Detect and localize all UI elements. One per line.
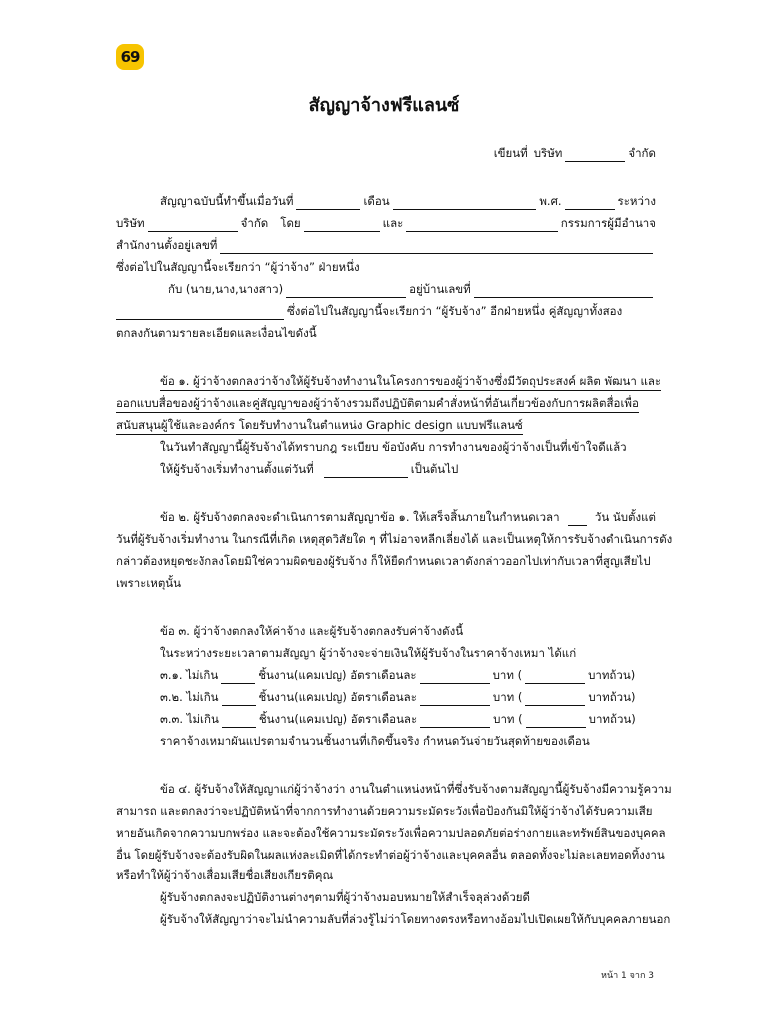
clause4-line-6: ผู้รับจ้างตกลงจะปฏิบัติงานต่างๆตามที่ผู้ว่าจ้างมอบหมายให้สำเร็จลุล่วงด้วยดี	[160, 890, 530, 904]
item2-quantity-blank[interactable]	[222, 692, 256, 706]
clause2-line-1: ข้อ ๒. ผู้รับจ้างตกลงจะดำเนินการตามสัญญาข้อ ๑. ให้เสร็จสิ้นภายในกำหนดเวลา วัน นับตั้งแต่	[160, 510, 656, 524]
clause3-item-2: ๓.๒. ไม่เกิน ชิ้นงาน(แคมเปญ) อัตราเดือนละ บาท ( บาทถ้วน)	[160, 690, 636, 704]
page-number: หน้า 1 จาก 3	[601, 971, 654, 981]
parties-line-4: ซึ่งต่อไปในสัญญานี้จะเรียกว่า “ผู้ว่าจ้าง” ฝ่ายหนึ่ง	[116, 260, 360, 274]
contractor-address-2-blank[interactable]	[116, 306, 284, 320]
item1-amount-text-blank[interactable]	[525, 670, 585, 684]
contractor-name-blank[interactable]	[286, 284, 406, 298]
document-title: สัญญาจ้างฟรีแลนซ์	[308, 95, 460, 116]
item1-amount-blank[interactable]	[420, 670, 490, 684]
month-blank[interactable]	[393, 196, 537, 210]
item2-amount-text-blank[interactable]	[525, 692, 585, 706]
clause4-line-7: ผู้รับจ้างให้สัญญาว่าจะไม่นำความลับที่ล่วงรู้ไม่ว่าโดยทางตรงหรือทางอ้อมไปเปิดเผยให้กับบุคคลภายนอก	[160, 912, 671, 926]
item3-amount-text-blank[interactable]	[526, 714, 586, 728]
item2-amount-blank[interactable]	[420, 692, 490, 706]
clause3-item-3: ๓.๓. ไม่เกิน ชิ้นงาน(แคมเปญ) อัตราเดือนละ บาท ( บาทถ้วน)	[160, 712, 636, 726]
day-blank[interactable]	[296, 196, 360, 210]
clause3-line-1: ข้อ ๓. ผู้ว่าจ้างตกลงให้ค่าจ้าง และผู้รับจ้างตกลงรับค่าจ้างดังนี้	[160, 624, 464, 638]
parties-line-6: ซึ่งต่อไปในสัญญานี้จะเรียกว่า “ผู้รับจ้าง” อีกฝ่ายหนึ่ง คู่สัญญาทั้งสอง	[116, 302, 656, 320]
item3-quantity-blank[interactable]	[222, 714, 256, 728]
clause3-item-1: ๓.๑. ไม่เกิน ชิ้นงาน(แคมเปญ) อัตราเดือนละ บาท ( บาทถ้วน)	[160, 668, 636, 682]
duration-days-blank[interactable]	[568, 512, 587, 526]
parties-line-2: บริษัท จำกัด โดย และ กรรมการผู้มีอำนาจ	[116, 216, 656, 230]
director-name-2-blank[interactable]	[406, 218, 557, 232]
parties-line-5: กับ (นาย,นาง,นางสาว) อยู่บ้านเลขที่	[116, 280, 656, 298]
item1-quantity-blank[interactable]	[221, 670, 255, 684]
clause2-line-2: วันที่ผู้รับจ้างเริ่มทำงาน ในกรณีที่เกิด เหตุสุดวิสัยใด ๆ ที่ไม่อาจหลีกเลี่ยงได้ และเป็นเหตุให้การรับจ้างดำเนินการดัง	[116, 532, 673, 546]
clause4-line-5: หรือทำให้ผู้ว่าจ้างเสื่อมเสียชื่อเสียงเกียรติคุณ	[116, 868, 334, 882]
clause4-line-2: สามารถ และตกลงว่าจะปฏิบัติหน้าที่จากการทำงานด้วยความระมัดระวังเพื่อป้องกันมิให้ผู้ว่าจ้างได้รับความเสีย	[116, 804, 653, 818]
written-at-line: เขียนที่ บริษัท จำกัด	[493, 146, 656, 160]
clause4-line-1: ข้อ ๔. ผู้รับจ้างให้สัญญาแก่ผู้ว่าจ้างว่า งานในตำแหน่งหน้าที่ซึ่งรับจ้างตามสัญญานี้ผู้รับจ้างมีความรู้ความ	[160, 782, 672, 796]
clause1-line-1: ข้อ ๑. ผู้ว่าจ้างตกลงว่าจ้างให้ผู้รับจ้างทำงานในโครงการของผู้ว่าจ้างซึ่งมีวัตถุประสงค์ ผลิต พัฒนา และ	[116, 372, 656, 391]
parties-line-3: สำนักงานตั้งอยู่เลขที่	[116, 236, 656, 254]
clause2-line-4: เพราะเหตุนั้น	[116, 576, 182, 590]
year-blank[interactable]	[565, 196, 615, 210]
start-date-blank[interactable]	[324, 464, 408, 478]
parties-line-1: สัญญาฉบับนี้ทำขึ้นเมื่อวันที่ เดือน พ.ศ. ระหว่าง	[160, 194, 656, 208]
employer-company-blank[interactable]	[148, 218, 238, 232]
parties-line-7: ตกลงกันตามรายละเอียดและเงื่อนไขดังนี้	[116, 326, 317, 340]
clause3-line-end: ราคาจ้างเหมาผันแปรตามจำนวนชิ้นงานที่เกิดขึ้นจริง กำหนดวันจ่ายวันสุดท้ายของเดือน	[160, 734, 590, 748]
clause1-line-5: ให้ผู้รับจ้างเริ่มทำงานตั้งแต่วันที่ เป็นต้นไป	[160, 462, 459, 476]
brand-logo: 69	[116, 44, 144, 70]
director-name-blank[interactable]	[304, 218, 380, 232]
clause2-line-3: กล่าวต้องหยุดชะงักลงโดยมิใช่ความผิดของผู้รับจ้าง ก็ให้ยืดกำหนดเวลาดังกล่าวออกไปเท่ากับเวลาที่สูญเสียไป	[116, 554, 651, 568]
clause4-line-3: หายอันเกิดจากความบกพร่อง และจะต้องใช้ความระมัดระวังเพื่อความปลอดภัยต่อร่างกายและทรัพย์สินของบุคคล	[116, 826, 666, 840]
clause1-line-4: ในวันทำสัญญานี้ผู้รับจ้างได้ทราบกฎ ระเบียบ ข้อบังคับ การทำงานของผู้ว่าจ้างเป็นที่เข้าใจดีแล้ว	[160, 440, 627, 454]
clause4-line-4: อื่น โดยผู้รับจ้างจะต้องรับผิดในผลแห่งละเมิดที่ได้กระทำต่อผู้ว่าจ้างและบุคคลอื่น ตลอดทั้งจะไม่ละเลยทอดทิ้งงาน	[116, 848, 665, 862]
clause3-line-2: ในระหว่างระยะเวลาตามสัญญา ผู้ว่าจ้างจะจ่ายเงินให้ผู้รับจ้างในราคาจ้างเหมา ได้แก่	[160, 646, 577, 660]
contractor-address-blank[interactable]	[474, 284, 653, 298]
clause1-line-2: ออกแบบสื่อของผู้ว่าจ้างและคู่สัญญาของผู้ว่าจ้างรวมถึงปฏิบัติตามคำสั่งหน้าที่อันเกี่ยวข้องกับการผลิตสื่อเพื่อ	[116, 394, 656, 413]
company-name-blank[interactable]	[565, 148, 625, 162]
item3-amount-blank[interactable]	[420, 714, 490, 728]
office-address-blank[interactable]	[220, 240, 653, 254]
clause1-line-3: สนับสนุนผู้ใช้และองค์กร โดยรับทำงานในตำแหน่ง Graphic design แบบฟรีแลนซ์	[116, 416, 656, 435]
